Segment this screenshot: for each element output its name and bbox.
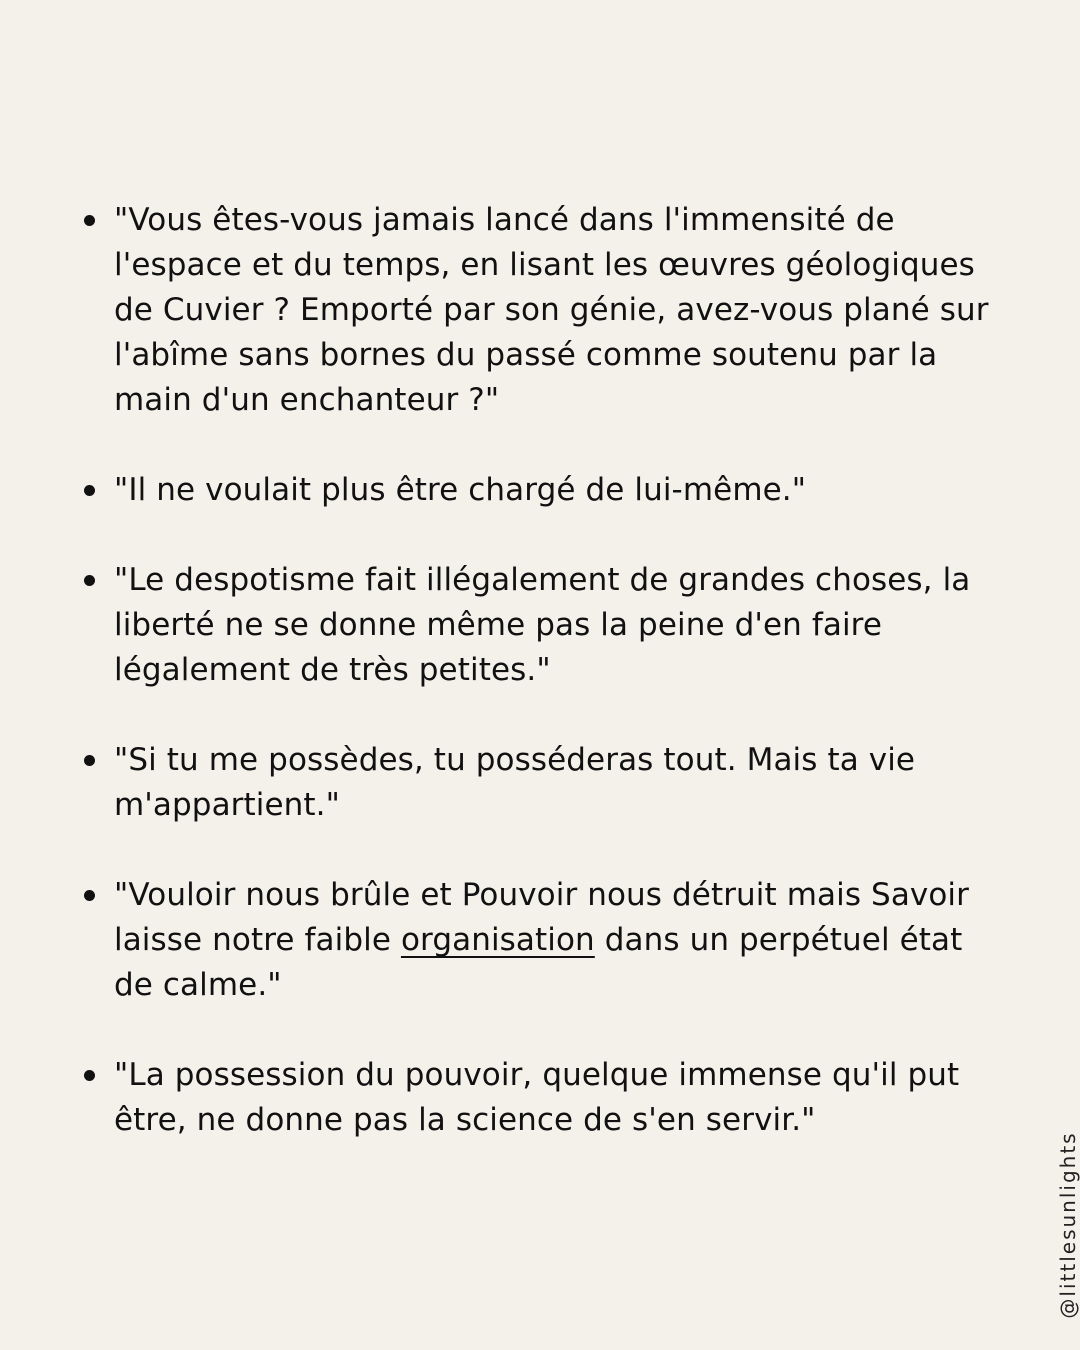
quote-text: "Vous êtes-vous jamais lancé dans l'immensité de l'espace et du temps, en lisant les œuvres géologiques de Cuvier ? Emporté par son génie, avez-vous plané sur l'abîme sans bornes du passé comme soutenu par la main d'un enchanteur ?" [114, 202, 989, 418]
bullet-icon [84, 215, 95, 226]
quote-item [0, 1053, 1080, 1143]
quote-item [0, 198, 1080, 423]
author-handle: @littlesunlights [1056, 1131, 1080, 1319]
underlined-word: organisation [400, 922, 595, 958]
bullet-icon [84, 575, 95, 586]
quote-text-before: "Vouloir nous brûle et Pouvoir nous détruit mais Savoir laisse notre faible [114, 877, 969, 958]
quote-text: "Si tu me possèdes, tu posséderas tout. Mais ta vie m'appartient." [114, 742, 916, 823]
quote-text: "Le despotisme fait illégalement de grandes choses, la liberté ne se donne même pas la peine d'en faire légalement de très petites." [114, 562, 971, 688]
bullet-icon [84, 485, 95, 496]
bullet-icon [84, 1070, 95, 1081]
quote-item [0, 738, 1080, 828]
quote-list [0, 198, 1080, 1188]
quote-item [0, 873, 1080, 1008]
quote-item [0, 558, 1080, 693]
quote-item [0, 468, 1080, 513]
bullet-icon [84, 755, 95, 766]
quote-text: "Il ne voulait plus être chargé de lui-même." [114, 472, 807, 508]
quote-text-after: dans un perpétuel état de calme." [114, 922, 963, 1003]
quote-text: "La possession du pouvoir, quelque immense qu'il put être, ne donne pas la science de s'en servir." [114, 1057, 960, 1138]
bullet-icon [84, 890, 95, 901]
